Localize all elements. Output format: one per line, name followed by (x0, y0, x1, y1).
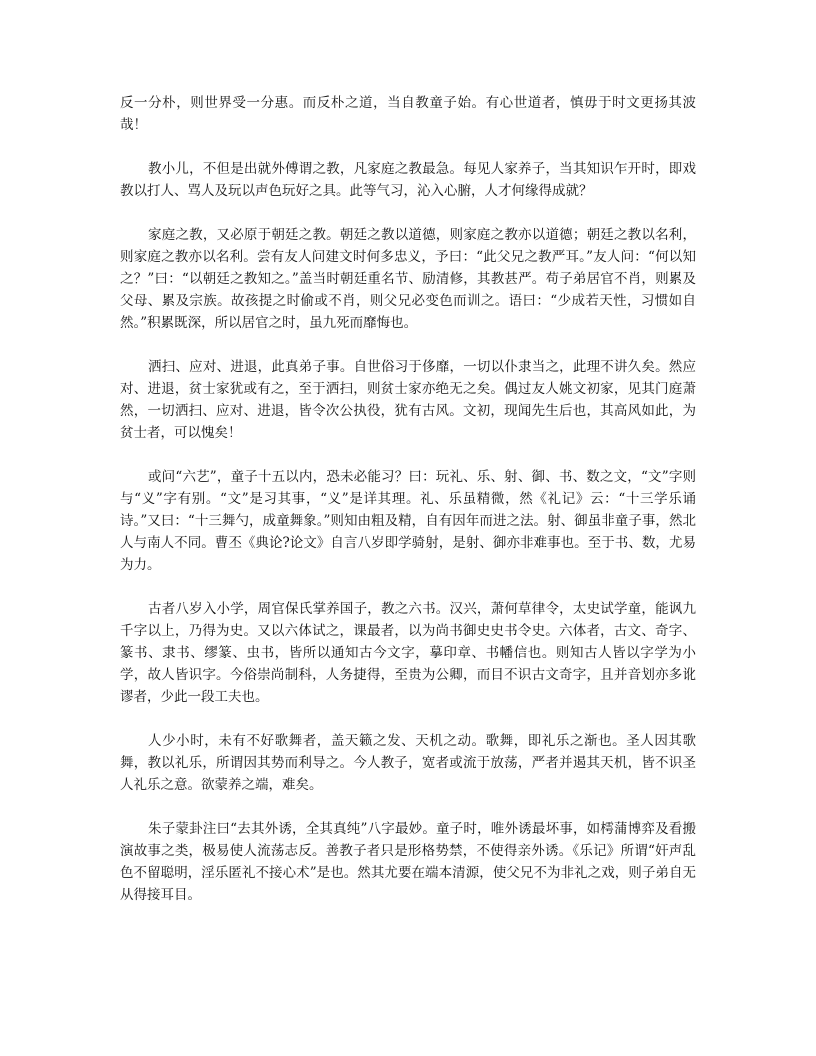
paragraph-8: 朱子蒙卦注曰“去其外诱，全其真纯”八字最妙。童子时，唯外诱最坏事，如樗蒲博弈及看搬演故事之类，极易使人流荡志反。善教子者只是形格势禁，不使得亲外诱。《乐记》所谓“奸声乱色不留聪明，淫乐匿礼不接心术”是也。然其尤要在端本清源，使父兄不为非礼之戏，则子弟自无从得接耳目。 (120, 821, 696, 903)
paragraph-4: 洒扫、应对、进退，此真弟子事。自世俗习于侈靡，一切以仆隶当之，此理不讲久矣。然应对、进退，贫士家犹或有之，至于洒扫，则贫士家亦绝无之矣。偶过友人姚文初家，见其门庭萧然，一切洒扫、应对、进退，皆令次公执役，犹有古风。文初，现闻先生后也，其高风如此，为贫士者，可以愧矣！ (120, 359, 696, 441)
paragraph-7: 人少小时，未有不好歌舞者，盖天籁之发、天机之动。歌舞，即礼乐之渐也。圣人因其歌舞，教以礼乐，所谓因其势而利导之。今人教子，宽者或流于放荡，严者并遏其天机，皆不识圣人礼乐之意。欲蒙养之端，难矣。 (120, 733, 696, 793)
paragraph-6: 古者八岁入小学，周官保氏掌养国子，教之六书。汉兴，萧何草律令，太史试学童，能讽九千字以上，乃得为史。又以六体试之，课最者，以为尚书御史史书令史。六体者，古文、奇字、篆书、隶书、缪篆、虫书，皆所以通知古今文字，摹印章、书幡信也。则知古人皆以字学为小学，故人皆识字。今俗崇尚制科，人务捷得，至贵为公卿，而目不识古文奇字，且并音划亦多讹谬者，少此一段工夫也。 (120, 601, 696, 705)
paragraph-3: 家庭之教，又必原于朝廷之教。朝廷之教以道德，则家庭之教亦以道德；朝廷之教以名利，则家庭之教亦以名利。尝有友人问建文时何多忠义，予曰：“此父兄之教严耳。”友人问：“何以知之？”曰：“以朝廷之教知之。”盖当时朝廷重名节、励清修，其教甚严。苟子弟居官不肖，则累及父母、累及宗族。故孩提之时偷或不肖，则父兄必变色而训之。语曰：“少成若天性，习惯如自然。”积累既深，所以居官之时，虽九死而靡悔也。 (120, 227, 696, 331)
paragraph-5: 或问“六艺”，童子十五以内，恐未必能习？曰：玩礼、乐、射、御、书、数之文，“文”字则与“义”字有别。“文”是习其事，“义”是详其理。礼、乐虽精微，然《礼记》云：“十三学乐诵诗。”又曰：“十三舞勺，成童舞象。”则知由粗及精，自有因年而进之法。射、御虽非童子事，然北人与南人不同。曹丕《典论?论文》自言八岁即学骑射，是射、御亦非难事也。至于书、数，尤易为力。 (120, 469, 696, 573)
paragraph-1: 反一分朴，则世界受一分惠。而反朴之道，当自教童子始。有心世道者，慎毋于时文更扬其波哉！ (120, 95, 696, 133)
document-page (120, 92, 696, 928)
paragraph-2: 教小儿，不但是出就外傅谓之教，凡家庭之教最急。每见人家养子，当其知识乍开时，即戏教以打人、骂人及玩以声色玩好之具。此等气习，沁入心腑，人才何缘得成就？ (120, 161, 696, 199)
